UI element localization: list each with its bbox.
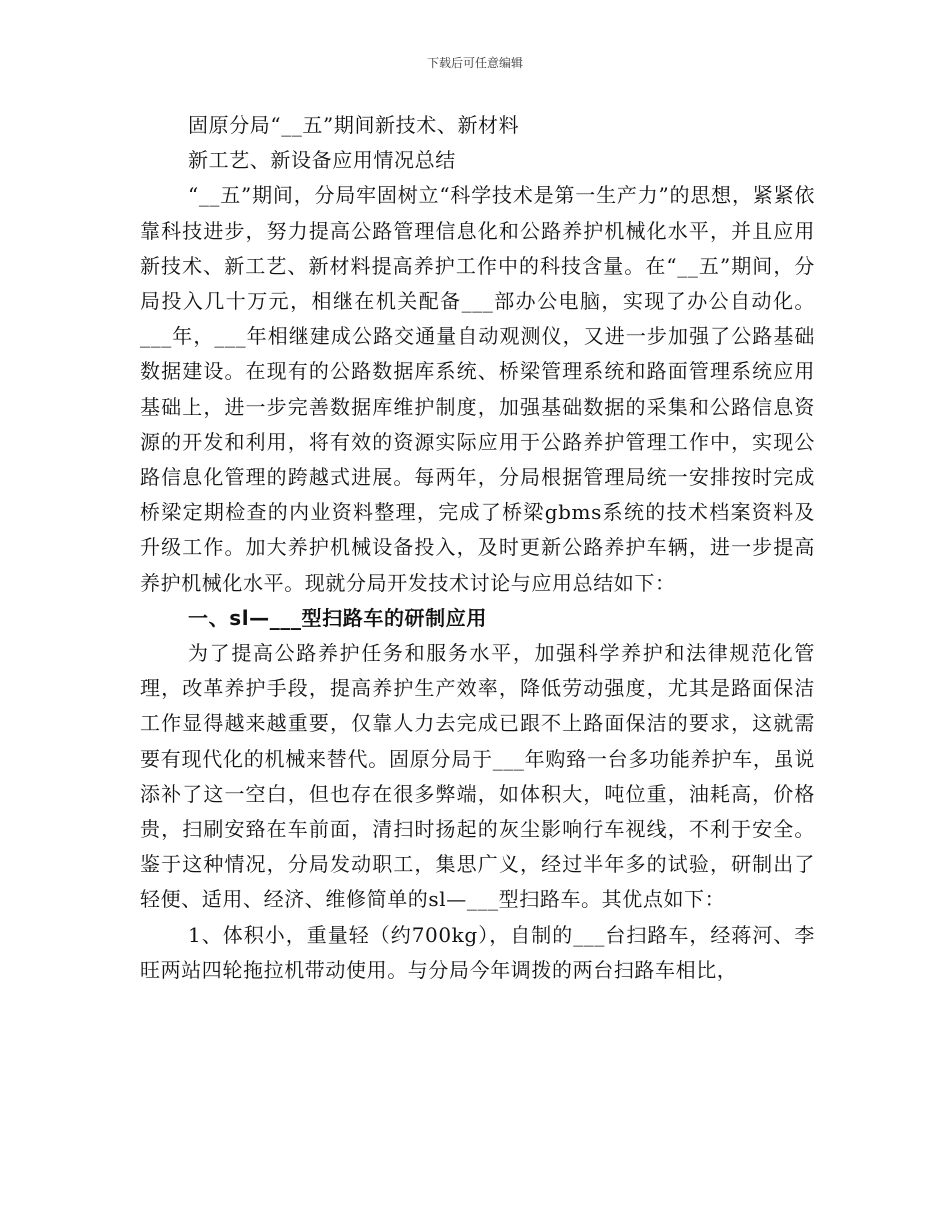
section-paragraph: 为了提高公路养护任务和服务水平，加强科学养护和法律规范化管理，改革养护手段，提高养护生产效率，降低劳动强度，尤其是路面保洁工作显得越来越重要，仅靠人力去完成已跟不上路面保洁的要求，这就需要有现代化的机械来替代。固原分局于___年购臵一台多功能养护车，虽说添补了这一空白，但也存在很多弊端，如体积大，吨位重，油耗高，价格贵，扫刷安臵在车前面，清扫时扬起的灰尘影响行车视线，不利于安全。鉴于这种情况，分局发动职工，集思广义，经过半年多的试验，研制出了轻便、适用、经济、维修简单的sl—___型扫路车。其优点如下： <box>140 641 815 912</box>
document-title-line-1: 固原分局“__五”期间新技术、新材料 <box>188 113 520 137</box>
document-title-line-2: 新工艺、新设备应用情况总结 <box>188 148 456 173</box>
list-item-paragraph: 1、体积小，重量轻（约700kg），自制的___台扫路车，经蒋河、李旺两站四轮拖拉机带动使用。与分局今年调拨的两台扫路车相比， <box>140 922 815 982</box>
page-header: 下载后可任意编辑 <box>426 56 523 70</box>
section-heading: 一、sl—___型扫路车的研制应用 <box>188 605 487 630</box>
document-body <box>140 108 815 988</box>
intro-paragraph: “__五”期间，分局牢固树立“科学技术是第一生产力”的思想，紧紧依靠科技进步，努力提高公路管理信息化和公路养护机械化水平，并且应用新技术、新工艺、新材料提高养护工作中的科技含量。在“__五”期间，分局投入几十万元，相继在机关配备___部办公电脑，实现了办公自动化。___年，___年相继建成公路交通量自动观测仪，又进一步加强了公路基础数据建设。在现有的公路数据库系统、桥梁管理系统和路面管理系统应用基础上，进一步完善数据库维护制度，加强基础数据的采集和公路信息资源的开发和利用，将有效的资源实际应用于公路养护管理工作中，实现公路信息化管理的跨越式进展。每两年，分局根据管理局统一安排按时完成桥梁定期检查的内业资料整理，完成了桥梁gbms系统的技术档案资料及升级工作。加大养护机械设备投入，及时更新公路养护车辆，进一步提高养护机械化水平。现就分局开发技术讨论与应用总结如下： <box>140 183 815 595</box>
